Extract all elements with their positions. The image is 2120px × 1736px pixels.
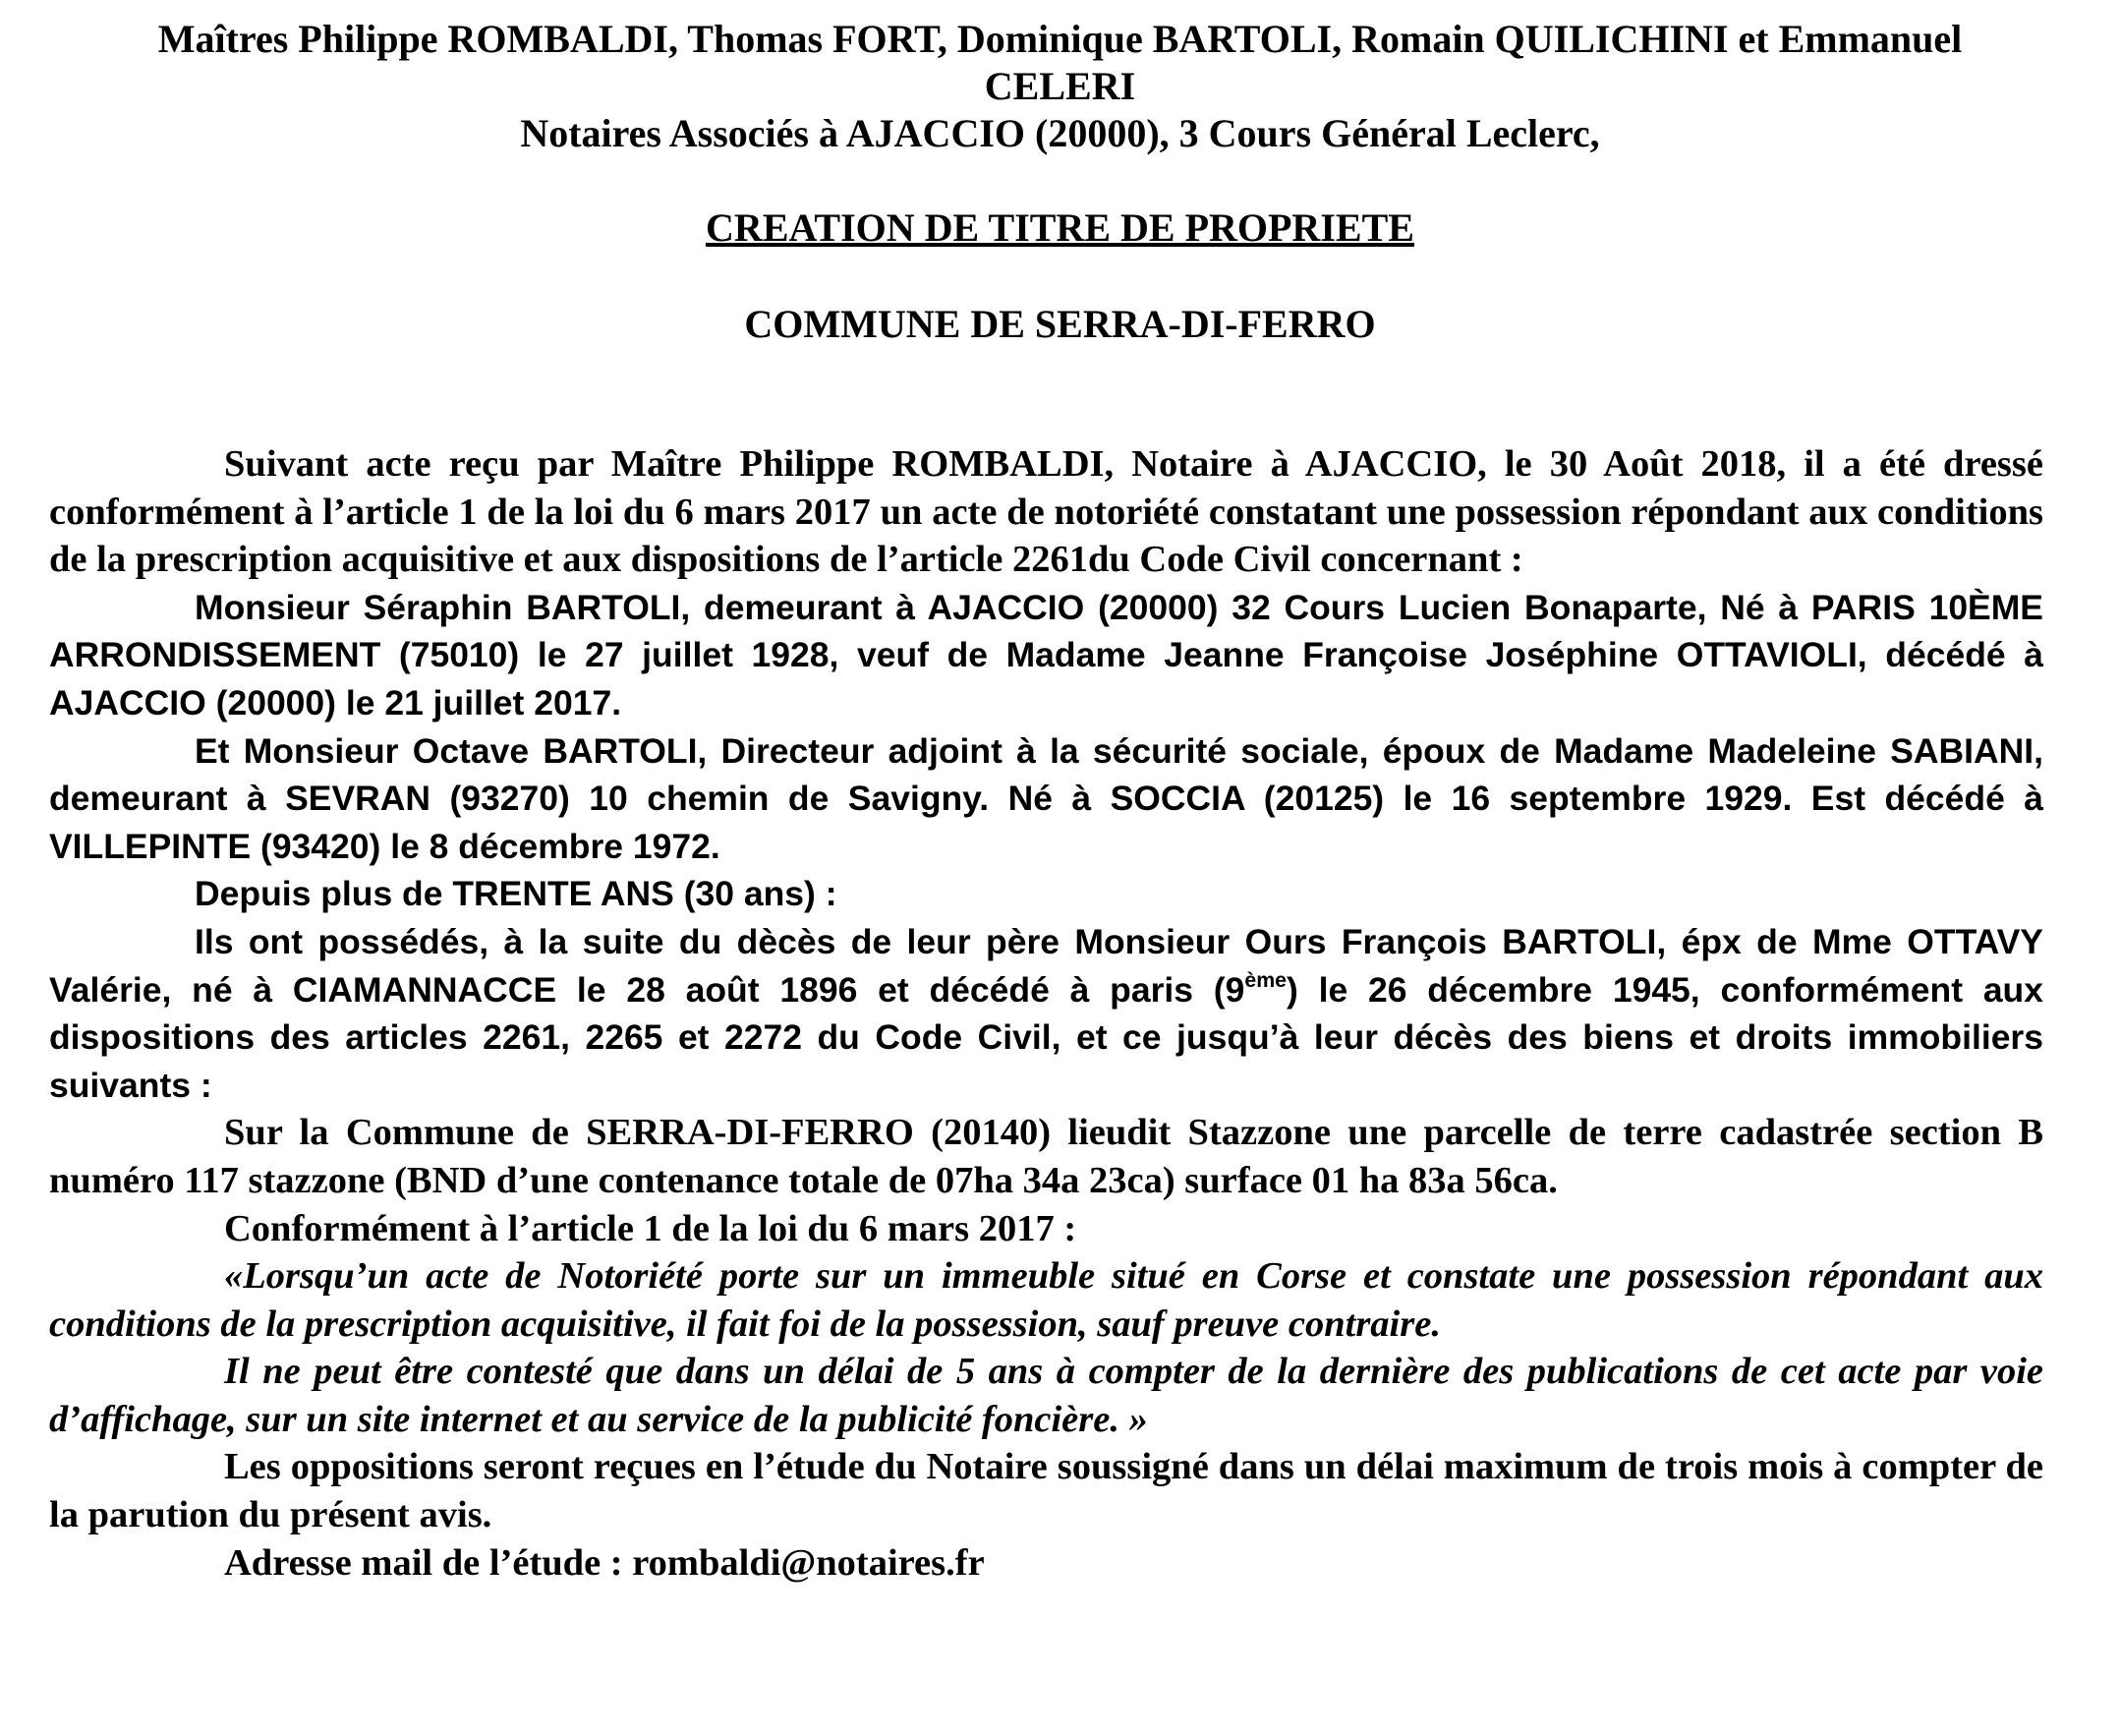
paragraph-oppositions: Les oppositions seront reçues en l’étude du Notaire soussigné dans un délai maximum de trois mois à compter de la parution du présent avis. <box>49 1446 2043 1536</box>
possession-text-start: Ils ont possédés, à la suite du dècès de leur père Monsieur Ours François BARTOLI, épx de Mme OTTAVY Valérie, né à CIAMANNACCE le 28 août 1896 et décédé à paris (9 <box>49 921 2043 1010</box>
notice-title-text: CREATION DE TITRE DE PROPRIETE <box>706 205 1414 250</box>
paragraph-possession <box>49 918 2043 1109</box>
notice-title <box>0 204 2120 252</box>
paragraph-octave: Et Monsieur Octave BARTOLI, Directeur adjoint à la sécurité sociale, époux de Madame Madeleine SABIANI, demeurant à SEVRAN (93270) 10 chemin de Savigny. Né à SOCCIA (20125) le 16 septembre 1929. Est décédé à VILLEPINTE (93420) le 8 décembre 1972. <box>49 730 2043 866</box>
notaries-address: Notaires Associés à AJACCIO (20000), 3 Cours Général Leclerc, <box>520 111 1600 155</box>
commune-heading: COMMUNE DE SERRA-DI-FERRO <box>744 302 1376 346</box>
paragraph-quote-2: Il ne peut être contesté que dans un délai de 5 ans à compter de la dernière des publications de cet acte par voie d’affichage, sur un site internet et au service de la publicité foncière. » <box>49 1351 2043 1440</box>
possession-text-end: ) le 26 décembre 1945, conformément aux dispositions des articles 2261, 2265 et 2272 du Code Civil, et ce jusqu’à leur décès des biens et droits immobiliers suivants : <box>49 969 2043 1105</box>
paragraph-quote-1: «Lorsqu’un acte de Notoriété porte sur un immeuble situé en Corse et constate une possession répondant aux conditions de la prescription acquisitive, il fait foi de la possession, sauf preuve contraire. <box>49 1255 2043 1345</box>
paragraph-law-reference: Conformément à l’article 1 de la loi du 6 mars 2017 : <box>224 1207 1077 1249</box>
paragraph-email: Adresse mail de l’étude : rombaldi@notaires.fr <box>224 1541 985 1584</box>
paragraph-parcel: Sur la Commune de SERRA-DI-FERRO (20140) lieudit Stazzone une parcelle de terre cadastrée section B numéro 117 stazzone (BND d’une contenance totale de 07ha 34a 23ca) surface 01 ha 83a 56ca. <box>49 1112 2043 1201</box>
paragraph-act: Suivant acte reçu par Maître Philippe ROMBALDI, Notaire à AJACCIO, le 30 Août 2018, il a été dressé conformément à l’article 1 de la loi du 6 mars 2017 un acte de notoriété constatant une possession répondant aux conditions de la prescription acquisitive et aux dispositions de l’article 2261du Code Civil concernant : <box>49 443 2043 581</box>
ordinal-superscript: ème <box>1244 967 1287 992</box>
notice-body <box>49 440 2043 1587</box>
notaries-names: Maîtres Philippe ROMBALDI, Thomas FORT, Dominique BARTOLI, Romain QUILICHINI et Emmanuel <box>157 17 1963 61</box>
notaries-names-continued: CELERI <box>984 64 1136 108</box>
paragraph-seraphin: Monsieur Séraphin BARTOLI, demeurant à AJACCIO (20000) 32 Cours Lucien Bonaparte, Né à PARIS 10ÈME ARRONDISSEMENT (75010) le 27 juillet 1928, veuf de Madame Jeanne Françoise Joséphine OTTAVIOLI, décédé à AJACCIO (20000) le 21 juillet 2017. <box>49 587 2043 723</box>
paragraph-duration: Depuis plus de TRENTE ANS (30 ans) : <box>195 874 837 914</box>
